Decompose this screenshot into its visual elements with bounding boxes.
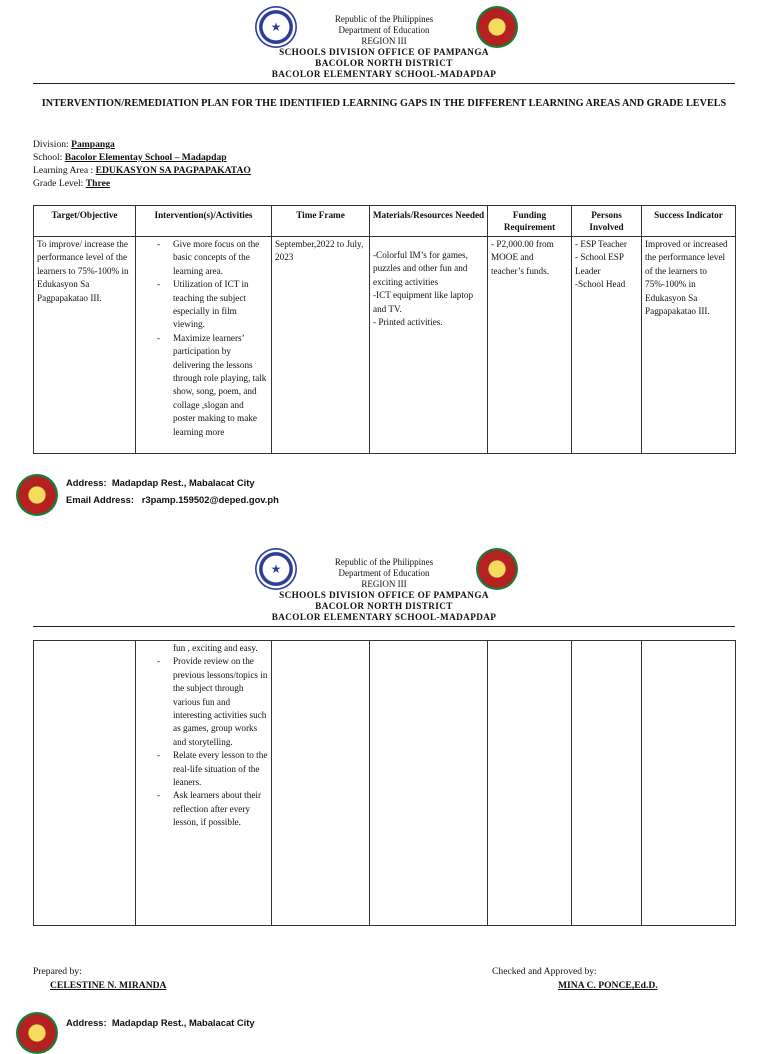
plan-table-page1 [33,205,736,454]
activity-item-continued: fun , exciting and easy. [173,643,258,653]
material-item: -Colorful IM’s for games, puzzles and other fun and exciting activities [373,250,468,287]
checked-by-label: Checked and Approved by: [492,966,597,977]
header-division-office: SCHOOLS DIVISION OFFICE OF PAMPANGA [279,590,489,600]
header-region: REGION III [361,36,407,46]
col-header-funding: Funding Requirement [488,206,572,237]
address-value: Madapdap Rest., Mabalacat City [111,477,255,488]
material-item: - Printed activities. [373,317,443,328]
header-department: Department of Education [338,568,430,578]
person-item: -School Head [575,279,626,290]
activity-item: - Ask learners about their reflection after every lesson, if possible. [157,789,268,829]
col-header-materials: Materials/Resources Needed [370,206,488,237]
activity-item: - Relate every lesson to the real-life situation of the leaners. [157,749,268,789]
funding-cell [488,641,572,926]
time-frame-cell: September,2022 to July, 2023 [272,237,370,454]
header-division-office: SCHOOLS DIVISION OFFICE OF PAMPANGA [279,47,489,57]
checked-by-name: MINA C. PONCE,Ed.D. [558,980,658,991]
header-divider [33,83,735,84]
address-value: Madapdap Rest., Mabalacat City [111,1017,255,1028]
learning-area-line: Learning Area : EDUKASYON SA PAGPAPAKATAO [33,165,251,176]
materials-cell [370,641,488,926]
plan-info [33,138,533,190]
deped-seal-icon: ★ [255,6,297,48]
deped-seal-icon: ★ [255,548,297,590]
target-cell: To improve/ increase the performance level of the learners to 75%-100% in Edukasyon Sa Pagpapakatao III. [34,237,136,454]
address-line: Address: Madapdap Rest., Mabalacat City [66,477,255,488]
footer-school-seal-icon [16,1012,58,1054]
page2-footer [66,1014,466,1031]
page1-footer [66,474,466,508]
prepared-by-name: CELESTINE N. MIRANDA [50,980,167,991]
funding-cell: - P2,000.00 from MOOE and teacher’s funds. [488,237,572,454]
division-value: Pampanga [71,139,115,150]
email-value: r3pamp.159502@deped.gov.ph [141,494,279,505]
material-item: -ICT equipment like laptop and TV. [373,290,474,314]
activity-item: - Provide review on the previous lessons/topics in the subject through various fun and interesting activities such as games, group works and storytelling. [157,655,268,749]
header-district: BACOLOR NORTH DISTRICT [315,58,453,68]
col-header-target: Target/Objective [34,206,136,237]
address-line: Address: Madapdap Rest., Mabalacat City [66,1017,255,1028]
success-cell: Improved or increased the performance level of the learners to 75%-100% in Edukasyon Sa Pagpapakatao III. [642,237,736,454]
header-school: BACOLOR ELEMENTARY SCHOOL-MADAPDAP [271,612,497,622]
header-republic: Republic of the Philippines [334,14,434,24]
persons-cell [572,237,642,454]
school-value: Bacolor Elementay School – Madapdap [64,152,227,163]
activity-item: - Maximize learners’ participation by delivering the lessons through role playing, talk show, song, poem, and collage ,slogan and poster making to make learning more [157,332,268,439]
header-republic: Republic of the Philippines [334,557,434,567]
plan-table-page2 [33,640,736,926]
learning-area-value: EDUKASYON SA PAGPAPAKATAO [95,165,251,176]
header-district: BACOLOR NORTH DISTRICT [315,601,453,611]
table-row [34,237,736,454]
persons-cell [572,641,642,926]
grade-level-value: Three [85,178,111,189]
header-divider [33,626,735,627]
school-line: School: Bacolor Elementay School – Madapdap [33,152,227,163]
person-item: - School ESP Leader [575,252,624,276]
activities-cell [136,237,272,454]
division-line: Division: Pampanga [33,139,115,150]
activity-item: - Give more focus on the basic concepts of the learning area. [157,238,268,278]
header-region: REGION III [361,579,407,589]
col-header-time-frame: Time Frame [272,206,370,237]
header-school: BACOLOR ELEMENTARY SCHOOL-MADAPDAP [271,69,497,79]
activity-item: - Utilization of ICT in teaching the subject especially in film viewing. [157,278,268,332]
plan-title: INTERVENTION/REMEDIATION PLAN FOR THE IDENTIFIED LEARNING GAPS IN THE DIFFERENT LEARNING AREAS AND GRADE LEVELS [41,98,727,109]
activities-cell [136,641,272,926]
table-row [34,641,736,926]
prepared-by-label: Prepared by: [33,966,82,977]
col-header-success: Success Indicator [642,206,736,237]
time-frame-cell [272,641,370,926]
page1-header [0,14,768,80]
col-header-interventions: Intervention(s)/Activities [136,206,272,237]
materials-cell [370,237,488,454]
person-item: - ESP Teacher [575,239,627,249]
email-line: Email Address: r3pamp.159502@deped.gov.ph [66,494,279,505]
col-header-persons: Persons Involved [572,206,642,237]
success-cell [642,641,736,926]
target-cell [34,641,136,926]
grade-level-line: Grade Level: Three [33,178,111,189]
page2-header [0,557,768,623]
header-department: Department of Education [338,25,430,35]
footer-school-seal-icon [16,474,58,516]
table-header-row [34,206,736,237]
